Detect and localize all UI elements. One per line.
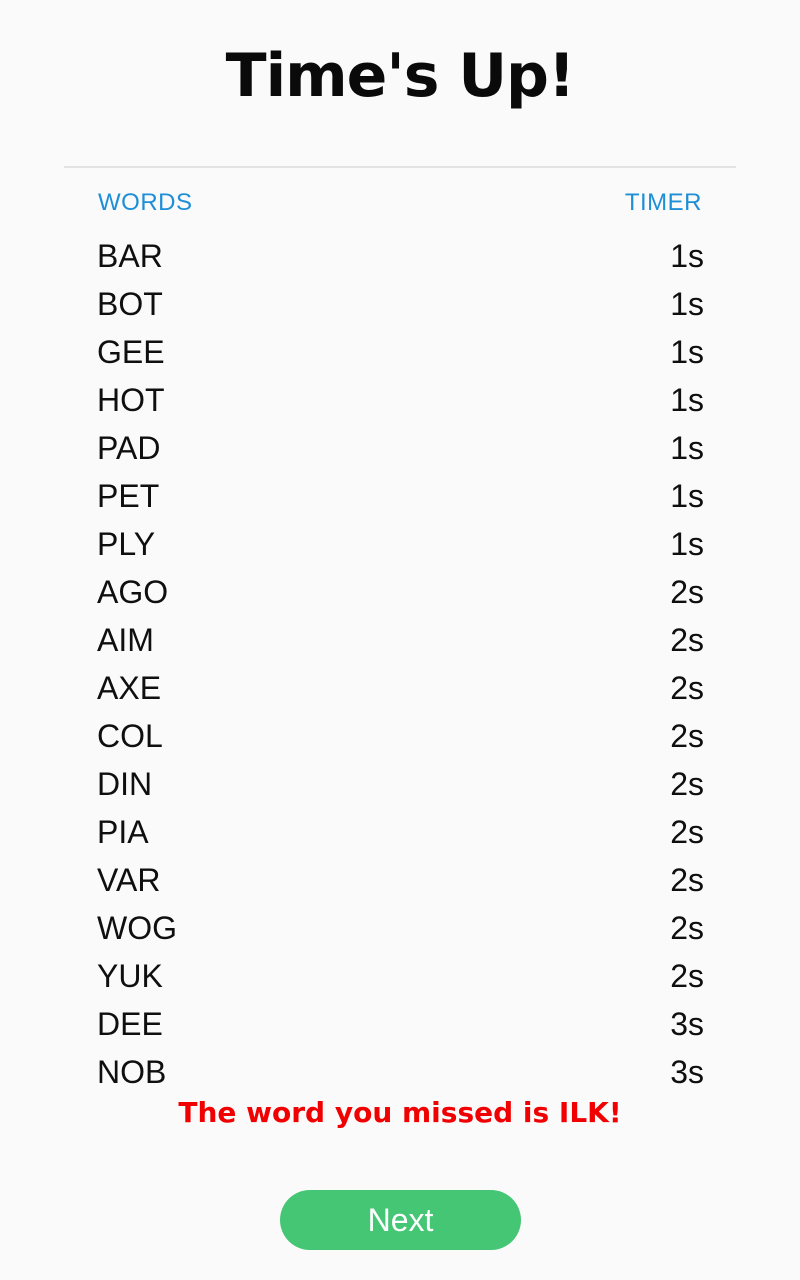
word-row — [0, 952, 800, 1000]
word-text: HOT — [97, 382, 165, 418]
word-time: 3s — [670, 1006, 704, 1042]
word-time: 1s — [670, 334, 704, 370]
word-row — [0, 232, 800, 280]
word-time: 2s — [670, 622, 704, 658]
word-text: NOB — [97, 1054, 167, 1090]
word-time: 2s — [670, 670, 704, 706]
word-time: 3s — [670, 1054, 704, 1090]
word-text: AGO — [97, 574, 169, 610]
word-time: 1s — [670, 478, 704, 514]
word-text: DIN — [97, 766, 153, 802]
word-text: VAR — [97, 862, 161, 898]
word-time: 1s — [670, 382, 704, 418]
word-row — [0, 616, 800, 664]
word-time: 2s — [670, 958, 704, 994]
page-title: Time's Up! — [225, 41, 575, 111]
word-text: PET — [97, 478, 160, 514]
word-time: 2s — [670, 766, 704, 802]
word-text: COL — [97, 718, 163, 754]
word-time: 2s — [670, 574, 704, 610]
word-time: 2s — [670, 862, 704, 898]
word-text: PIA — [97, 814, 149, 850]
word-row — [0, 472, 800, 520]
word-text: BOT — [97, 286, 163, 322]
word-text: AXE — [97, 670, 162, 706]
words-column-header: WORDS — [98, 189, 193, 216]
word-text: WOG — [97, 910, 177, 946]
word-text: YUK — [97, 958, 163, 994]
word-row — [0, 520, 800, 568]
word-row — [0, 328, 800, 376]
word-text: PLY — [97, 526, 156, 562]
missed-word-message: The word you missed is ILK! — [178, 1096, 622, 1129]
next-button[interactable]: Next — [280, 1190, 521, 1250]
word-row — [0, 1000, 800, 1048]
word-time: 2s — [670, 718, 704, 754]
word-row — [0, 568, 800, 616]
word-time: 1s — [670, 286, 704, 322]
word-text: GEE — [97, 334, 165, 370]
word-row — [0, 808, 800, 856]
word-row — [0, 280, 800, 328]
word-time: 1s — [670, 526, 704, 562]
word-time: 2s — [670, 910, 704, 946]
word-row — [0, 904, 800, 952]
word-list[interactable] — [0, 232, 800, 1090]
word-text: AIM — [97, 622, 154, 658]
word-row — [0, 424, 800, 472]
word-time: 1s — [670, 238, 704, 274]
word-time: 1s — [670, 430, 704, 466]
word-text: DEE — [97, 1006, 163, 1042]
word-row — [0, 664, 800, 712]
word-row — [0, 760, 800, 808]
word-text: BAR — [97, 238, 163, 274]
word-row — [0, 856, 800, 904]
word-row — [0, 712, 800, 760]
word-text: PAD — [97, 430, 161, 466]
divider — [64, 166, 736, 168]
timer-column-header: TIMER — [624, 189, 702, 216]
word-time: 2s — [670, 814, 704, 850]
word-row — [0, 376, 800, 424]
word-row — [0, 1048, 800, 1096]
